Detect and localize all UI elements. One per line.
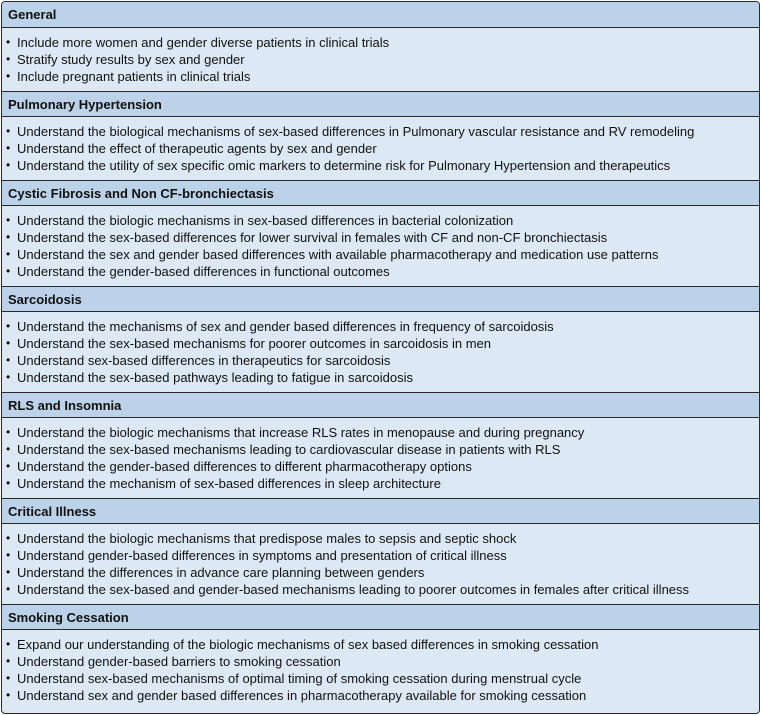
bullet-icon: • <box>6 247 11 261</box>
section-body <box>2 206 759 286</box>
list-item <box>2 636 759 653</box>
bullet-list <box>2 212 759 280</box>
list-item <box>2 140 759 157</box>
bullet-list <box>2 530 759 598</box>
list-item-text: Understand the sex-based and gender-based mechanisms leading to poorer outcomes in females after critical illness <box>17 582 690 597</box>
section-cystic-fibrosis <box>2 180 759 286</box>
bullet-icon: • <box>6 654 11 668</box>
list-item <box>2 352 759 369</box>
list-item <box>2 335 759 352</box>
research-priorities-table <box>1 1 760 714</box>
list-item <box>2 229 759 246</box>
bullet-list <box>2 34 759 85</box>
section-body <box>2 117 759 180</box>
bullet-icon: • <box>6 69 11 83</box>
bullet-list <box>2 636 759 704</box>
list-item <box>2 263 759 280</box>
bullet-list <box>2 123 759 174</box>
bullet-icon: • <box>6 548 11 562</box>
bullet-icon: • <box>6 531 11 545</box>
bullet-icon: • <box>6 158 11 172</box>
list-item <box>2 34 759 51</box>
bullet-icon: • <box>6 336 11 350</box>
bullet-icon: • <box>6 35 11 49</box>
section-pulmonary-hypertension <box>2 91 759 180</box>
bullet-icon: • <box>6 264 11 278</box>
bullet-icon: • <box>6 671 11 685</box>
bullet-icon: • <box>6 688 11 702</box>
bullet-icon: • <box>6 230 11 244</box>
section-body <box>2 312 759 392</box>
section-title: General <box>2 2 759 28</box>
list-item-text: Understand the biological mechanisms of sex-based differences in Pulmonary vascular resistance and RV remodeling <box>17 124 695 139</box>
list-item-text: Understand sex and gender based differences in pharmacotherapy available for smoking cessation <box>17 688 587 703</box>
list-item-text: Understand the utility of sex specific omic markers to determine risk for Pulmonary Hypertension and therapeutics <box>17 158 671 173</box>
list-item <box>2 424 759 441</box>
list-item-text: Understand the mechanisms of sex and gender based differences in frequency of sarcoidosis <box>17 319 554 334</box>
section-sarcoidosis <box>2 286 759 392</box>
section-general <box>2 2 759 91</box>
list-item-text: Understand sex-based differences in therapeutics for sarcoidosis <box>17 353 391 368</box>
section-body <box>2 524 759 604</box>
list-item <box>2 581 759 598</box>
list-item <box>2 653 759 670</box>
list-item-text: Understand the differences in advance care planning between genders <box>17 565 425 580</box>
bullet-icon: • <box>6 582 11 596</box>
list-item-text: Understand the biologic mechanisms that increase RLS rates in menopause and during pregnancy <box>17 425 585 440</box>
list-item <box>2 51 759 68</box>
section-smoking-cessation <box>2 604 759 710</box>
list-item-text: Understand the sex-based pathways leading to fatigue in sarcoidosis <box>17 370 414 385</box>
bullet-icon: • <box>6 141 11 155</box>
list-item-text: Understand the sex-based differences for lower survival in females with CF and non-CF bronchiectasis <box>17 230 608 245</box>
section-title: Sarcoidosis <box>2 286 759 312</box>
list-item-text: Understand the biologic mechanisms in sex-based differences in bacterial colonization <box>17 213 514 228</box>
list-item <box>2 458 759 475</box>
list-item-text: Understand the sex-based mechanisms leading to cardiovascular disease in patients with RLS <box>17 442 561 457</box>
list-item-text: Understand sex-based mechanisms of optimal timing of smoking cessation during menstrual cycle <box>17 671 582 686</box>
section-critical-illness <box>2 498 759 604</box>
bullet-icon: • <box>6 370 11 384</box>
section-title: Critical Illness <box>2 498 759 524</box>
list-item-text: Understand the sex and gender based differences with available pharmacotherapy and medication use patterns <box>17 247 659 262</box>
bullet-list <box>2 424 759 492</box>
list-item-text: Understand the mechanism of sex-based differences in sleep architecture <box>17 476 441 491</box>
list-item-text: Understand the gender-based differences to different pharmacotherapy options <box>17 459 472 474</box>
bullet-icon: • <box>6 425 11 439</box>
section-body <box>2 28 759 91</box>
list-item <box>2 564 759 581</box>
bullet-icon: • <box>6 637 11 651</box>
list-item-text: Understand the biologic mechanisms that predispose males to sepsis and septic shock <box>17 531 517 546</box>
list-item <box>2 123 759 140</box>
bullet-icon: • <box>6 353 11 367</box>
list-item-text: Include pregnant patients in clinical trials <box>17 69 251 84</box>
bullet-icon: • <box>6 213 11 227</box>
list-item <box>2 318 759 335</box>
list-item <box>2 157 759 174</box>
section-title: Cystic Fibrosis and Non CF-bronchiectasis <box>2 180 759 206</box>
list-item <box>2 687 759 704</box>
section-title: Smoking Cessation <box>2 604 759 630</box>
list-item <box>2 475 759 492</box>
list-item <box>2 369 759 386</box>
list-item <box>2 246 759 263</box>
bullet-icon: • <box>6 124 11 138</box>
list-item-text: Understand the sex-based mechanisms for poorer outcomes in sarcoidosis in men <box>17 336 492 351</box>
list-item <box>2 670 759 687</box>
list-item-text: Understand the effect of therapeutic agents by sex and gender <box>17 141 377 156</box>
list-item-text: Understand gender-based barriers to smoking cessation <box>17 654 341 669</box>
bullet-icon: • <box>6 52 11 66</box>
list-item <box>2 212 759 229</box>
list-item <box>2 68 759 85</box>
list-item-text: Include more women and gender diverse patients in clinical trials <box>17 35 390 50</box>
list-item-text: Stratify study results by sex and gender <box>17 52 245 67</box>
bullet-icon: • <box>6 442 11 456</box>
section-title: RLS and Insomnia <box>2 392 759 418</box>
list-item-text: Understand gender-based differences in symptoms and presentation of critical illness <box>17 548 507 563</box>
list-item <box>2 441 759 458</box>
list-item <box>2 530 759 547</box>
list-item <box>2 547 759 564</box>
bullet-icon: • <box>6 459 11 473</box>
section-body <box>2 630 759 710</box>
bullet-list <box>2 318 759 386</box>
list-item-text: Understand the gender-based differences in functional outcomes <box>17 264 390 279</box>
section-body <box>2 418 759 498</box>
section-rls-insomnia <box>2 392 759 498</box>
bullet-icon: • <box>6 476 11 490</box>
list-item-text: Expand our understanding of the biologic mechanisms of sex based differences in smoking cessation <box>17 637 599 652</box>
bullet-icon: • <box>6 565 11 579</box>
section-title: Pulmonary Hypertension <box>2 91 759 117</box>
bullet-icon: • <box>6 319 11 333</box>
